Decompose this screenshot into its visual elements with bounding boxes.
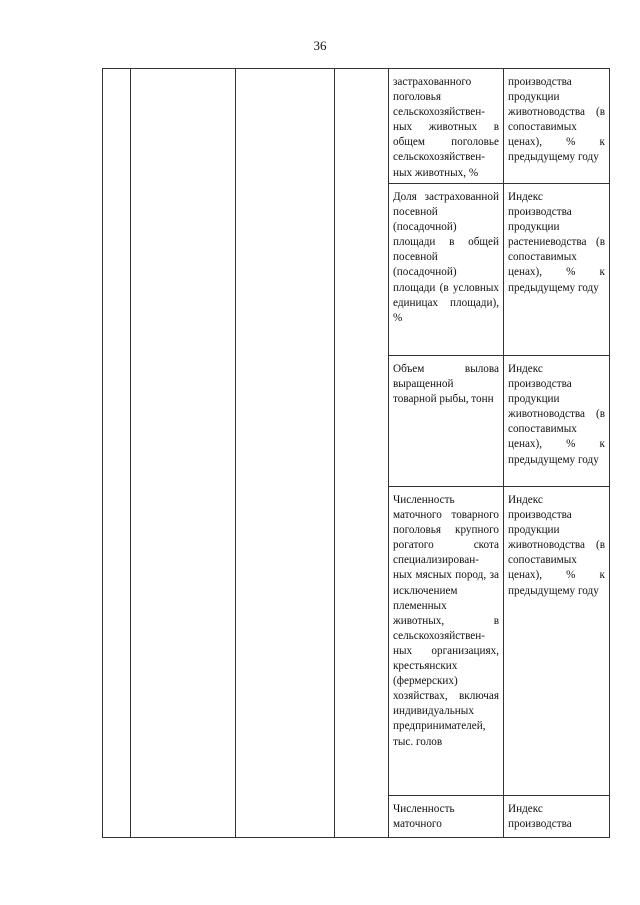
empty-cell-period: [335, 69, 389, 838]
linked-indicator-cell: Индекс производства: [504, 796, 610, 838]
linked-indicator-cell: Индекс производства продукции животноводства (в сопоставимых ценах), % к предыдущему году: [504, 356, 610, 487]
indicator-cell: Численность маточного: [389, 796, 504, 838]
empty-cell-goal: [236, 69, 335, 838]
indicator-cell: Доля застрахованной посевной (посадочной) площади в общей посевной (посадочной) площади (в условных единицах площади), %: [389, 184, 504, 356]
indicator-cell: Численность маточного товарного поголовья крупного рогатого скота специализирован- ных мясных пород, за исключением племенных животных, в сельскохозяйствен- ных организациях, крестьянских (фермерских) хозяйствах, включая индивидуальных предпринимателей, тыс. голов: [389, 487, 504, 796]
empty-cell-program: [131, 69, 236, 838]
linked-indicator-cell: производства продукции животноводства (в сопоставимых ценах), % к предыдущему году: [504, 69, 610, 184]
indicator-cell: Объем вылова выращенной товарной рыбы, тонн: [389, 356, 504, 487]
page-number: 36: [313, 38, 327, 53]
linked-indicator-cell: Индекс производства продукции растениеводства (в сопоставимых ценах), % к предыдущему году: [504, 184, 610, 356]
empty-cell-num: [103, 69, 131, 838]
linked-indicator-cell: Индекс производства продукции животноводства (в сопоставимых ценах), % к предыдущему году: [504, 487, 610, 796]
indicators-table: [102, 68, 610, 838]
indicator-cell: застрахованного поголовья сельскохозяйствен- ных животных в общем поголовье сельскохозяйствен- ных животных, %: [389, 69, 504, 184]
table-row: [103, 69, 610, 184]
